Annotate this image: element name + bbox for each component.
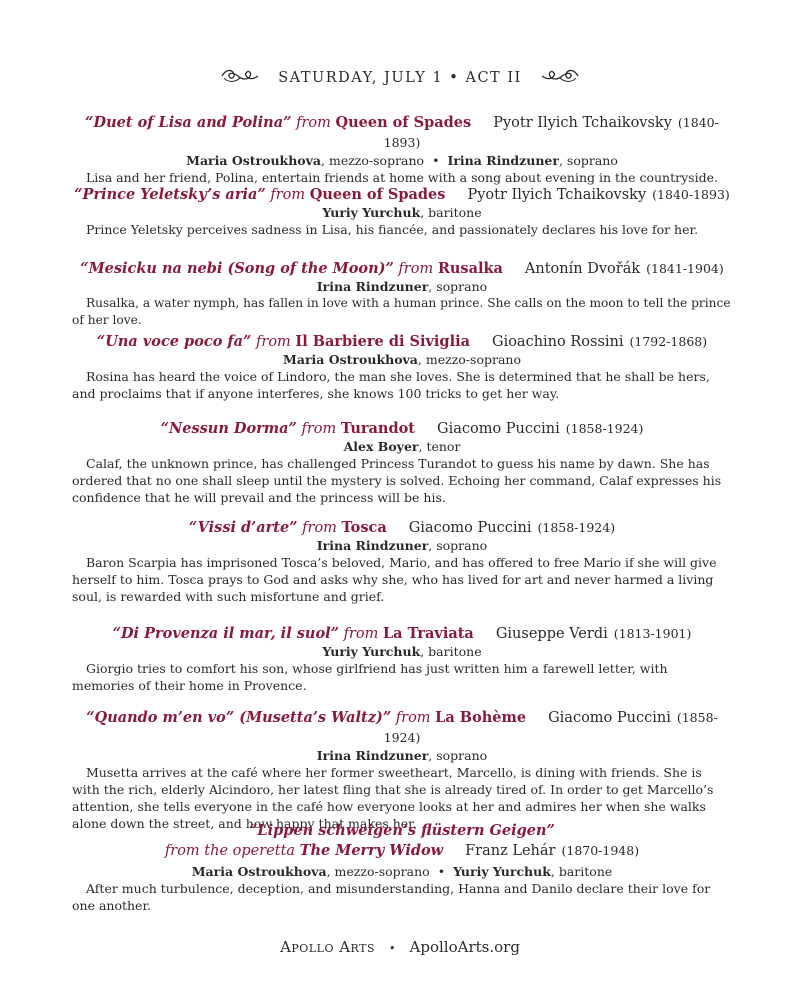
performers-line (72, 279, 732, 295)
song-title: “Lippen schweigen’s flüstern Geigen” (249, 822, 555, 839)
composer-name: Franz Lehár (465, 843, 556, 859)
composer-dates: (1858-1924) (537, 520, 616, 535)
performer-role: , mezzo-soprano (417, 352, 521, 367)
piece-description: Musetta arrives at the café where her former sweetheart, Marcello, is dining with friends. She is with the rich, elderly Alcindoro, her latest fling that she is already tired of. In order to get Marcello’s attention, she tells everyone in the café how everyone looks at her and admires her when she walks alone down the street, and how happy that makes her. (72, 765, 714, 831)
piece-title-line (72, 708, 732, 748)
performers-line (72, 205, 732, 221)
piece-description: Lisa and her friend, Polina, entertain friends at home with a song about evening in the countryside. (86, 170, 718, 185)
piece-title-line (72, 259, 732, 279)
song-title: “Mesicku na nebi (Song of the Moon)” (80, 260, 394, 277)
performer-name: Maria Ostroukhova (191, 864, 327, 879)
song-title: “Una voce poco fa” (96, 333, 252, 350)
composer-dates: (1840-1893) (383, 115, 719, 150)
song-title: “Duet of Lisa and Polina” (85, 114, 292, 131)
opera-title: La Traviata (382, 625, 474, 642)
song-title: “Vissi d’arte” (188, 519, 298, 536)
page-header (0, 68, 800, 88)
composer-name: Gioachino Rossini (491, 334, 624, 350)
opera-title: The Merry Widow (299, 842, 444, 859)
composer-name: Giacomo Puccini (408, 520, 532, 536)
piece-description: Rosina has heard the voice of Lindoro, the man she loves. She is determined that he shall be hers, and proclaims that if anyone interferes, she knows 100 tricks to get her way. (72, 369, 710, 401)
piece-description: Calaf, the unknown prince, has challenged Princess Turandot to guess his name by dawn. She has ordered that no one shall sleep until the mystery is solved. Echoing her command, Calaf expresses his confidence that he will prevail and the princess will be his. (72, 456, 722, 505)
performer-name: Yuriy Yurchuk (453, 864, 551, 879)
flourish-ornament-icon (220, 68, 260, 88)
opera-title: Queen of Spades (309, 186, 446, 203)
piece-description: After much turbulence, deception, and misunderstanding, Hanna and Danilo declare their love for one another. (72, 881, 711, 913)
opera-title: Turandot (340, 420, 415, 437)
flourish-ornament-icon (540, 68, 580, 88)
composer-dates: (1858-1924) (565, 421, 644, 436)
performer-name: Irina Rindzuner (316, 538, 429, 553)
composer-name: Giacomo Puccini (548, 710, 671, 726)
performers-line (72, 644, 732, 660)
program-item (72, 708, 732, 832)
performer-name: Irina Rindzuner (316, 748, 429, 763)
from-label: from (391, 710, 436, 726)
from-label: from (291, 115, 336, 131)
song-title: “Prince Yeletsky’s aria” (74, 186, 266, 203)
opera-title: Tosca (341, 519, 387, 536)
footer-separator: • (389, 941, 396, 955)
piece-title-line (72, 419, 732, 439)
performer-role: , soprano (558, 153, 618, 168)
header-title: SATURDAY, JULY 1 • ACT II (278, 70, 522, 86)
performer-name: Irina Rindzuner (316, 279, 429, 294)
performers-line (72, 538, 732, 554)
composer-dates: (1870-1948) (561, 843, 640, 858)
bullet-separator: • (437, 864, 446, 879)
piece-title-line (72, 113, 732, 153)
brand-name: Apollo Arts (280, 938, 376, 956)
performer-name: Maria Ostroukhova (186, 153, 322, 168)
composer-name: Antonín Dvořák (524, 261, 641, 277)
composer-dates: (1858-1924) (383, 710, 718, 745)
performer-name: Alex Boyer (343, 439, 419, 454)
song-title: “Di Provenza il mar, il suol” (112, 625, 339, 642)
performer-name: Irina Rindzuner (447, 153, 559, 168)
program-item (72, 332, 732, 402)
from-label: from (251, 334, 296, 350)
piece-description: Giorgio tries to comfort his son, whose girlfriend has just written him a farewell letter, with memories of their home in Provence. (72, 661, 668, 693)
song-title: “Nessun Dorma” (160, 420, 297, 437)
website-link[interactable]: ApolloArts.org (409, 938, 520, 956)
piece-description: Rusalka, a water nymph, has fallen in love with a human prince. She calls on the moon to tell the prince of her love. (72, 296, 731, 327)
composer-name: Pyotr Ilyich Tchaikovsky (493, 115, 672, 131)
performer-role: , soprano (428, 748, 488, 763)
performer-role: , tenor (418, 439, 461, 454)
piece-title-line (72, 624, 732, 644)
opera-title: La Bohème (435, 709, 527, 726)
program-item-finale (72, 821, 732, 914)
composer-dates: (1841-1904) (646, 261, 724, 276)
performer-role: , soprano (428, 538, 488, 553)
performers-line (72, 439, 732, 455)
from-label: from the operetta (164, 843, 300, 859)
opera-title: Queen of Spades (335, 114, 472, 131)
program-item (72, 113, 732, 186)
page-footer (0, 938, 800, 956)
piece-title-line (72, 518, 732, 538)
performers-line (72, 153, 732, 169)
from-label: from (296, 421, 341, 437)
performers-line (72, 352, 732, 368)
performer-role: , mezzo-soprano (326, 864, 430, 879)
piece-description: Baron Scarpia has imprisoned Tosca’s beloved, Mario, and has offered to free Mario if she will give herself to him. Tosca prays to God and asks why she, who has lived for art and never harmed a living soul, is rewarded with such misfortune and grief. (72, 555, 717, 604)
composer-dates: (1813-1901) (613, 626, 692, 641)
bullet-separator: • (432, 153, 440, 168)
program-item (72, 624, 732, 694)
performer-role: , soprano (428, 279, 488, 294)
performer-name: Yuriy Yurchuk (322, 205, 421, 220)
composer-name: Pyotr Ilyich Tchaikovsky (467, 187, 647, 203)
performer-role: , baritone (420, 205, 482, 220)
piece-description: Prince Yeletsky perceives sadness in Lisa, his fiancée, and passionately declares his love for her. (86, 222, 699, 237)
piece-source-line (72, 841, 732, 861)
piece-title-line (72, 185, 732, 205)
piece-title-line (72, 332, 732, 352)
program-item (72, 518, 732, 605)
composer-dates: (1840-1893) (652, 187, 730, 202)
composer-name: Giacomo Puccini (436, 421, 560, 437)
from-label: from (338, 626, 383, 642)
performers-line (72, 864, 732, 880)
performer-role: , mezzo-soprano (321, 153, 425, 168)
from-label: from (393, 261, 438, 277)
program-item (72, 419, 732, 506)
performer-role: , baritone (550, 864, 613, 879)
performer-role: , baritone (420, 644, 482, 659)
performer-name: Maria Ostroukhova (283, 352, 418, 367)
composer-dates: (1792-1868) (629, 334, 708, 349)
composer-name: Giuseppe Verdi (495, 626, 608, 642)
song-title: “Quando m’en vo” (Musetta’s Waltz)” (86, 709, 392, 726)
opera-title: Il Barbiere di Siviglia (295, 333, 470, 350)
performers-line (72, 748, 732, 764)
piece-title-line (72, 821, 732, 841)
from-label: from (297, 520, 342, 536)
from-label: from (265, 187, 310, 203)
program-item (72, 259, 732, 329)
program-item (72, 185, 732, 238)
performer-name: Yuriy Yurchuk (322, 644, 421, 659)
opera-title: Rusalka (437, 260, 503, 277)
